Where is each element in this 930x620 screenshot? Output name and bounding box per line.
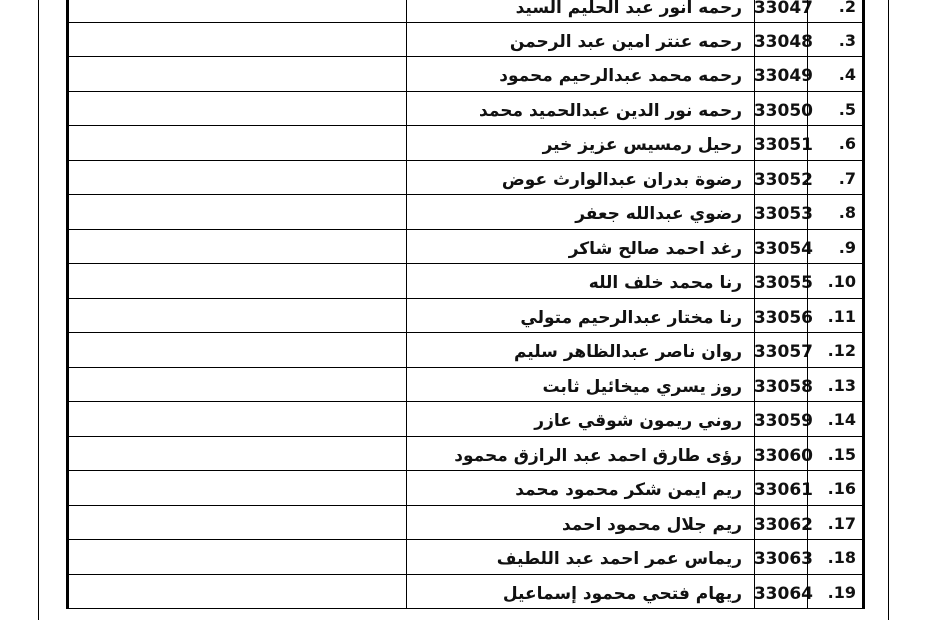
- student-name: رضوي عبدالله جعفر: [407, 195, 755, 229]
- student-name: رؤى طارق احمد عبد الرازق محمود: [407, 437, 755, 471]
- row-number: .17: [807, 506, 862, 540]
- page-border-left: [38, 0, 39, 620]
- row-number: .8: [807, 195, 862, 229]
- student-code-cell: [753, 402, 813, 436]
- student-code: 33055: [753, 273, 813, 293]
- student-code: 33062: [753, 514, 813, 535]
- student-name: ريم ايمن شكر محمود محمد: [407, 471, 755, 505]
- row-number: .15: [807, 437, 862, 471]
- table-row: [69, 402, 862, 437]
- student-name: رنا محمد خلف الله: [407, 264, 755, 298]
- table-row: [69, 230, 862, 265]
- table-row: [69, 126, 862, 161]
- student-code: 33060: [753, 445, 813, 466]
- student-code-cell: [753, 506, 813, 540]
- student-code: 33053: [753, 204, 813, 224]
- student-code: 33063: [753, 549, 813, 569]
- student-code-cell: [753, 368, 813, 402]
- table-row: [69, 57, 862, 92]
- table-row: [69, 195, 862, 230]
- table-row: [69, 437, 862, 472]
- student-name: ريهام فتحي محمود إسماعيل: [407, 575, 755, 609]
- student-code-cell: [753, 126, 813, 160]
- row-number: .12: [807, 333, 862, 367]
- row-number: .10: [807, 264, 862, 298]
- student-code-cell: [753, 299, 813, 333]
- row-number: .4: [807, 57, 862, 91]
- empty-cell: [69, 471, 407, 505]
- student-name: روني ريمون شوقي عازر: [407, 402, 755, 436]
- row-number: .19: [807, 575, 862, 609]
- empty-cell: [69, 506, 407, 540]
- student-code-cell: [753, 540, 813, 574]
- student-code: 33059: [753, 411, 813, 431]
- student-code-cell: [753, 230, 813, 264]
- student-code-cell: [753, 471, 813, 505]
- empty-cell: [69, 92, 407, 126]
- student-code-cell: [753, 575, 813, 609]
- empty-cell: [69, 230, 407, 264]
- row-number: .3: [807, 23, 862, 57]
- student-name: رحمه عنتر امين عبد الرحمن: [407, 23, 755, 57]
- empty-cell: [69, 23, 407, 57]
- empty-cell: [69, 264, 407, 298]
- empty-cell: [69, 0, 407, 22]
- row-number: .18: [807, 540, 862, 574]
- student-code: 33052: [753, 169, 813, 190]
- student-code-cell: [753, 23, 813, 57]
- student-name: رحمه محمد عبدالرحيم محمود: [407, 57, 755, 91]
- table-row: [69, 368, 862, 403]
- table-row: [69, 506, 862, 541]
- student-name: رحمه نور الدين عبدالحميد محمد: [407, 92, 755, 126]
- student-code: 33057: [753, 342, 813, 362]
- empty-cell: [69, 540, 407, 574]
- student-name: رحيل رمسيس عزيز خير: [407, 126, 755, 160]
- student-code-cell: [753, 57, 813, 91]
- empty-cell: [69, 299, 407, 333]
- table-row: [69, 471, 862, 506]
- student-code-cell: [753, 264, 813, 298]
- empty-cell: [69, 57, 407, 91]
- student-code: 33061: [753, 480, 813, 500]
- student-code: 33047: [753, 0, 813, 18]
- student-name: رنا مختار عبدالرحيم متولي: [407, 299, 755, 333]
- student-code: 33048: [753, 31, 813, 52]
- student-code-cell: [753, 161, 813, 195]
- student-code-cell: [753, 92, 813, 126]
- empty-cell: [69, 368, 407, 402]
- student-code-cell: [753, 0, 813, 22]
- table-row: [69, 92, 862, 127]
- table-row: [69, 0, 862, 23]
- row-number: .16: [807, 471, 862, 505]
- student-name: ريم جلال محمود احمد: [407, 506, 755, 540]
- empty-cell: [69, 437, 407, 471]
- row-number: .6: [807, 126, 862, 160]
- student-name: رغد احمد صالح شاكر: [407, 230, 755, 264]
- table-row: [69, 264, 862, 299]
- row-number: .9: [807, 230, 862, 264]
- student-code: 33056: [753, 307, 813, 328]
- row-number: .11: [807, 299, 862, 333]
- student-name: ريماس عمر احمد عبد اللطيف: [407, 540, 755, 574]
- empty-cell: [69, 575, 407, 609]
- student-code: 33050: [753, 100, 813, 121]
- student-name: رحمه انور عبد الحليم السيد: [407, 0, 755, 22]
- student-code-cell: [753, 437, 813, 471]
- empty-cell: [69, 333, 407, 367]
- row-number: .13: [807, 368, 862, 402]
- empty-cell: [69, 161, 407, 195]
- table-row: [69, 540, 862, 575]
- empty-cell: [69, 402, 407, 436]
- table-row: [69, 333, 862, 368]
- row-number: .5: [807, 92, 862, 126]
- table-row: [69, 161, 862, 196]
- student-name: رضوة بدران عبدالوارث عوض: [407, 161, 755, 195]
- student-name: روز يسري ميخائيل ثابت: [407, 368, 755, 402]
- page-border-right: [888, 0, 889, 620]
- student-name: روان ناصر عبدالظاهر سليم: [407, 333, 755, 367]
- row-number: .2: [807, 0, 862, 22]
- table-row: [69, 299, 862, 334]
- row-number: .7: [807, 161, 862, 195]
- student-code: 33049: [753, 66, 813, 86]
- row-number: .14: [807, 402, 862, 436]
- empty-cell: [69, 126, 407, 160]
- student-code: 33051: [753, 135, 813, 155]
- student-code-cell: [753, 195, 813, 229]
- empty-cell: [69, 195, 407, 229]
- student-code: 33058: [753, 376, 813, 397]
- table-row: [69, 23, 862, 58]
- student-code: 33054: [753, 238, 813, 259]
- student-code-cell: [753, 333, 813, 367]
- student-list-table: [66, 0, 865, 609]
- student-code: 33064: [753, 583, 813, 604]
- table-row: [69, 575, 862, 610]
